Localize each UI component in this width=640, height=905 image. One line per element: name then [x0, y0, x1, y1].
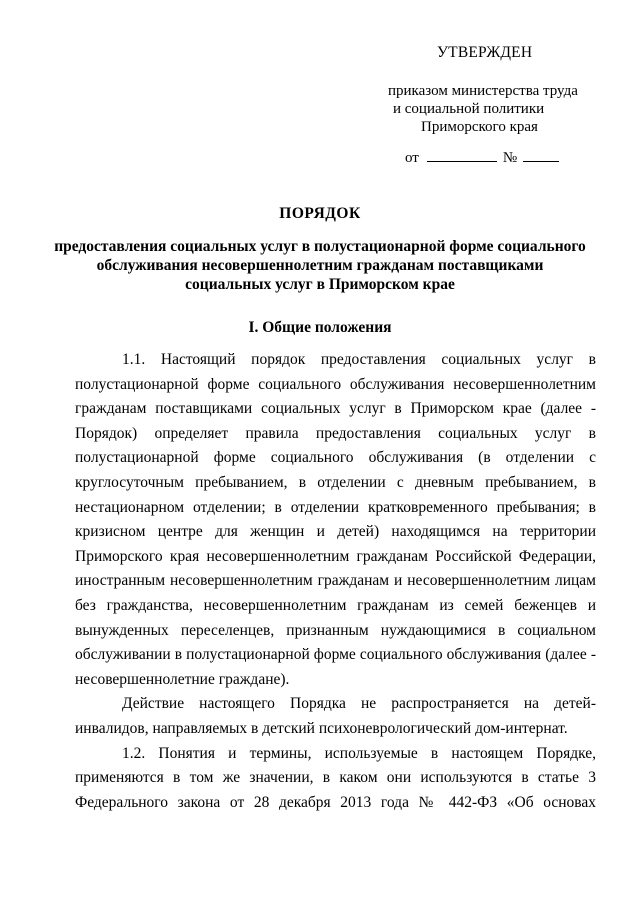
document-subtitle: [0, 237, 640, 294]
section-heading: I. Общие положения: [248, 319, 392, 336]
subtitle-line-1: предоставления социальных услуг в полустационарной форме социального: [54, 238, 586, 255]
document-title: ПОРЯДОК: [279, 205, 361, 222]
date-prefix: от: [405, 150, 419, 166]
date-blank: [427, 148, 497, 162]
subtitle-line-3: социальных услуг в Приморском крае: [185, 276, 455, 293]
order-date-number-line: [405, 148, 559, 167]
order-line-2: и социальной политики: [393, 101, 545, 117]
subtitle-line-2: обслуживания несовершеннолетним гражданам поставщиками: [96, 257, 544, 274]
paragraph-1-1: 1.1. Настоящий порядок предоставления социальных услуг в полустационарной форме социального обслуживания несовершеннолетним гражданам поставщиками социальных услуг в Приморском крае (далее - Порядок) определяет правила предоставления социальных услуг в полустационарной форме социального обслуживания (в отделении с круглосуточным пребыванием, в отделении с дневным пребыванием, в нестационарном отделении; в отделении кратковременного пребывания; в кризисном центре для женщин и детей) находящимся на территории Приморского края несовершеннолетним гражданам Российской Федерации, иностранным несовершеннолетним гражданам и несовершеннолетним лицам без гражданства, несовершеннолетним гражданам из семей беженцев и вынужденных переселенцев, признанным нуждающимися в социальном обслуживании в полустационарной форме социального обслуживания (далее - несовершеннолетние граждане).: [75, 351, 596, 688]
number-sign: №: [502, 150, 518, 166]
paragraph-exclusion: Действие настоящего Порядка не распространяется на детей-инвалидов, направляемых в детский психоневрологический дом-интернат.: [75, 695, 596, 737]
approval-stamp: [0, 0, 640, 170]
order-line-1: приказом министерства труда: [388, 83, 578, 99]
number-blank: [523, 148, 559, 162]
document-body: [75, 348, 596, 815]
order-line-3: Приморского края: [421, 119, 538, 135]
paragraph-1-2: 1.2. Понятия и термины, используемые в настоящем Порядке, применяются в том же значении, в каком они используются в статье 3 Федерального закона от 28 декабря 2013 года № 442-ФЗ «Об основах: [75, 744, 596, 811]
approved-label: УТВЕРЖДЕН: [437, 44, 533, 61]
